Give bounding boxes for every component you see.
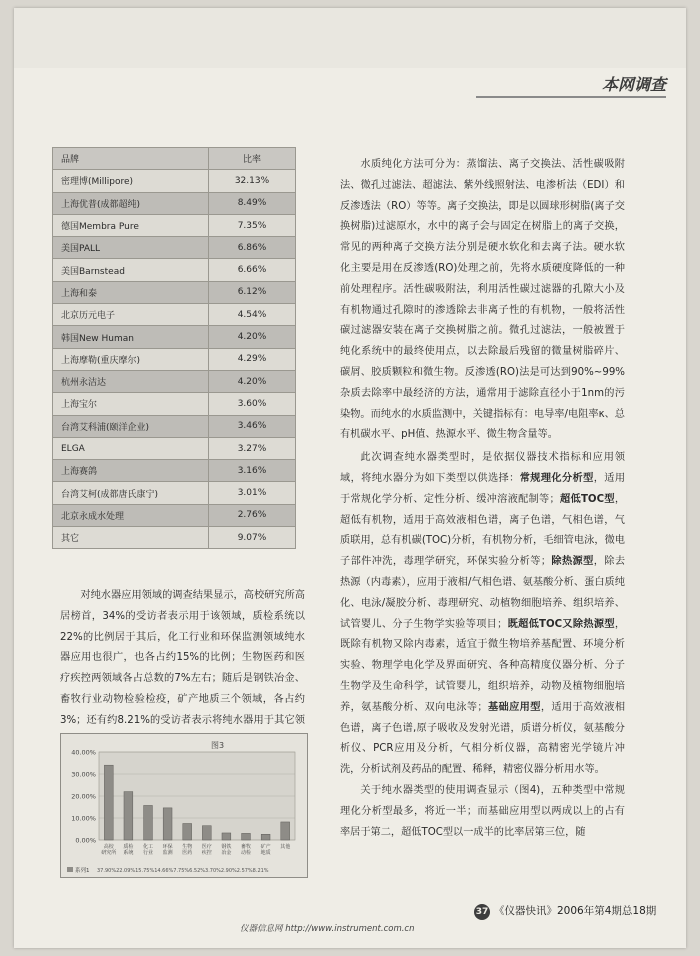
table-row xyxy=(53,304,296,326)
brand-cell: 其它 xyxy=(53,527,209,549)
y-tick-label: 30.00% xyxy=(71,770,96,779)
rate-cell: 6.12% xyxy=(209,281,296,303)
bar xyxy=(281,822,290,840)
brand-cell: 台湾艾科浦(颐洋企业) xyxy=(53,415,209,437)
table-row xyxy=(53,460,296,482)
rate-cell: 6.86% xyxy=(209,237,296,259)
table-header-rate: 比率 xyxy=(209,148,296,170)
table-header-row xyxy=(53,148,296,170)
table-row xyxy=(53,192,296,214)
table-row xyxy=(53,504,296,526)
brand-cell: 台湾艾柯(成都唐氏康宁) xyxy=(53,482,209,504)
table-row xyxy=(53,259,296,281)
brand-cell: 上海宝尔 xyxy=(53,393,209,415)
table-row xyxy=(53,214,296,236)
issue-label: 《仪器快讯》2006年第4期总18期 xyxy=(494,905,657,917)
paragraph: 对纯水器应用领域的调查结果显示，高校研究所高居榜首，34%的受访者表示用于该领域，质检系统以22%的比例居于其后，化工行业和环保监测领域纯水器应用也很广，也各占约15%的比例；生物医药和医疗疾控两领域各占总数的7%左右；随后是钢铁冶金、畜牧行业动物检验检疫，矿产地质三个领域，各占约3%；还有约8.21%的受访者表示将纯水器用于其它领 xyxy=(60,590,305,726)
rate-cell: 2.76% xyxy=(209,504,296,526)
rate-cell: 3.01% xyxy=(209,482,296,504)
y-tick-label: 20.00% xyxy=(71,792,96,801)
brand-cell: 上海优普(成都超纯) xyxy=(53,192,209,214)
paragraph: 关于纯水器类型的使用调查显示（图4)，五种类型中常规理化分析型最多，将近一半；而基础应用型以两成以上的占有率居于第二，超低TOC型以一成半的比率居第三位，随 xyxy=(340,784,625,838)
page-top-band xyxy=(14,8,686,68)
table-row xyxy=(53,482,296,504)
bar-chart-figure-3 xyxy=(60,733,308,878)
x-tick-label: 高校 xyxy=(103,844,114,850)
table-row xyxy=(53,415,296,437)
rate-cell: 4.29% xyxy=(209,348,296,370)
section-title: 本网调查 xyxy=(601,75,666,94)
brand-cell: 上海摩勒(重庆摩尔) xyxy=(53,348,209,370)
x-tick-label: 化工 xyxy=(142,844,154,850)
bar xyxy=(261,834,270,840)
table-row xyxy=(53,393,296,415)
rate-cell: 3.16% xyxy=(209,460,296,482)
rate-cell: 4.20% xyxy=(209,370,296,392)
footer-site: 仪器信息网 http://www.instrument.com.cn xyxy=(240,924,415,934)
y-tick-label: 0.00% xyxy=(75,836,96,845)
x-tick-label: 医药 xyxy=(182,850,193,856)
x-tick-label: 矿产 xyxy=(260,844,271,850)
x-tick-label: 环保 xyxy=(162,844,173,850)
legend-label: 系列1 xyxy=(75,868,90,874)
x-tick-label: 行业 xyxy=(142,850,154,856)
right-column-text xyxy=(340,155,625,843)
section-header xyxy=(476,72,666,98)
x-tick-label: 冶金 xyxy=(221,850,232,856)
x-tick-label: 监测 xyxy=(162,850,173,856)
x-tick-label: 系统 xyxy=(123,850,134,856)
x-tick-label: 钢铁 xyxy=(221,844,232,850)
bold-term: 基础应用型 xyxy=(487,701,541,713)
text-run: ，适用于高效液相色谱，离子色谱,原子吸收及发射光谱，质谱分析仪，氨基酸分析仪、PCR应用及分析，气相分析仪器，高精密光学镜片冲洗，分析试剂及药品的配置、稀释，精密仪器分析用水等。 xyxy=(340,701,626,776)
table-row xyxy=(53,326,296,348)
table-header-brand: 品牌 xyxy=(53,148,209,170)
rate-cell: 3.46% xyxy=(209,415,296,437)
x-tick-label: 其他 xyxy=(280,844,291,850)
text-run: ，适用于常规化学分析、定性分析、缓冲溶液配制等； xyxy=(340,472,626,505)
brand-cell: 美国PALL xyxy=(53,237,209,259)
rate-cell: 7.35% xyxy=(209,214,296,236)
x-tick-label: 畜牧 xyxy=(240,844,252,850)
bar xyxy=(222,833,231,840)
bar xyxy=(202,826,211,840)
table-row xyxy=(53,170,296,192)
x-tick-label: 疾控 xyxy=(201,850,212,856)
bar xyxy=(124,792,133,840)
rate-cell: 32.13% xyxy=(209,170,296,192)
brand-cell: 北京永成水处理 xyxy=(53,504,209,526)
brand-cell: 杭州永洁达 xyxy=(53,370,209,392)
table-row xyxy=(53,281,296,303)
table-row xyxy=(53,348,296,370)
rate-cell: 3.27% xyxy=(209,437,296,459)
brand-cell: 上海和泰 xyxy=(53,281,209,303)
footer-issue xyxy=(474,903,656,920)
brand-cell: 韩国New Human xyxy=(53,326,209,348)
chart-svg xyxy=(61,734,307,877)
brand-share-table xyxy=(52,147,296,549)
left-column-text xyxy=(60,586,305,752)
bar xyxy=(242,833,251,840)
x-tick-label: 地质 xyxy=(260,850,271,856)
table-row xyxy=(53,437,296,459)
text-run: ，既除有机物又除内毒素，适宜于微生物培养基配置、环境分析实验、物理学电化学及界面研究、各种高精度仪器分析、分子生物学及生命科学，试管婴儿，组织培养，动物及植物细胞培养，氨基酸分析、双向电泳等； xyxy=(340,618,626,713)
paragraph xyxy=(340,448,625,781)
y-tick-label: 40.00% xyxy=(71,748,96,757)
text-run: 此次调查纯水器类型时，是依据仪器技术指标和应用领域，将纯水器分为如下类型以供选择： xyxy=(340,452,625,484)
brand-cell: 德国Membra Pure xyxy=(53,214,209,236)
brand-cell: 密理博(Millipore) xyxy=(53,170,209,192)
bar xyxy=(163,808,172,840)
bar xyxy=(144,805,153,840)
bar xyxy=(104,765,113,840)
bold-term: 除热源型 xyxy=(551,556,594,568)
text-run: ，除去热源（内毒素），应用于液相/气相色谱、氨基酸分析、蛋白质纯化、电泳/凝胶分析、毒理研究、动植物细胞培养、组织培养、试管婴儿、分子生物学实验等项目； xyxy=(340,556,626,630)
legend-swatch xyxy=(67,867,73,872)
rate-cell: 4.54% xyxy=(209,304,296,326)
x-tick-label: 质检 xyxy=(123,844,134,850)
table-row xyxy=(53,370,296,392)
bar xyxy=(183,824,192,841)
page-number: 37 xyxy=(474,904,490,920)
brand-cell: 北京历元电子 xyxy=(53,304,209,326)
text-run: ，超低有机物，适用于高效液相色谱，离子色谱，气相色谱，气质联用，总有机碳(TOC)分析，有机物分析，毛细管电泳，微电子部件冲洗，毒理学研究，环保实验分析等； xyxy=(340,493,625,568)
x-tick-label: 医疗 xyxy=(201,844,212,850)
paragraph: 水质纯化方法可分为：蒸馏法、离子交换法、活性碳吸附法、微孔过滤法、超滤法、紫外线照射法、电渗析法（EDI）和反渗透法（RO）等等。离子交换法，即是以圆球形树脂(离子交换树脂)过滤原水，水中的离子会与固定在树脂上的离子交换，常见的两种离子交换方法分别是硬水软化和去离子法。硬水软化主要是用在反渗透(RO)处理之前，先将水质硬度降低的一种前处理程序。活性碳吸附法，利用活性碳过滤器的孔隙大小及有机物通过孔隙时的渗透除去非离子性的有机物，一般将活性碳过滤器安装在离子交换树脂之前。微孔过滤法，一般被置于纯化系统中的最终使用点，以去除最后残留的微量树脂碎片、碳屑、胶质颗粒和微生物。反渗透(RO)法是可达到90%~99%杂质去除率中最经济的方法，通常用于滤除直径小于1nm的污染物。而纯水的水质监测中，关键指标有：电导率/电阻率κ、总有机碳水平、pH值、热源水平、微生物含量等。 xyxy=(340,159,625,441)
table-body xyxy=(53,170,296,549)
table-row xyxy=(53,237,296,259)
bold-term: 超低TOC型 xyxy=(559,493,615,505)
bold-term: 既超低TOC又除热源型 xyxy=(507,618,615,630)
rate-cell: 4.20% xyxy=(209,326,296,348)
legend-values: 37.90%22.09%15.75%14.66%7.75%6.52%3.70%2.90%2.57%8.21% xyxy=(97,868,269,874)
bold-term: 常规理化分析型 xyxy=(519,472,594,484)
x-tick-label: 动检 xyxy=(240,850,252,856)
rate-cell: 6.66% xyxy=(209,259,296,281)
rate-cell: 3.60% xyxy=(209,393,296,415)
brand-cell: 美国Barnstead xyxy=(53,259,209,281)
brand-cell: 上海赛鸽 xyxy=(53,460,209,482)
x-tick-label: 生物 xyxy=(182,844,193,850)
y-tick-label: 10.00% xyxy=(71,814,96,823)
rate-cell: 8.49% xyxy=(209,192,296,214)
x-tick-label: 研究所 xyxy=(101,850,117,856)
rate-cell: 9.07% xyxy=(209,527,296,549)
brand-cell: ELGA xyxy=(53,437,209,459)
table-row xyxy=(53,527,296,549)
chart-title: 图3 xyxy=(211,741,225,750)
